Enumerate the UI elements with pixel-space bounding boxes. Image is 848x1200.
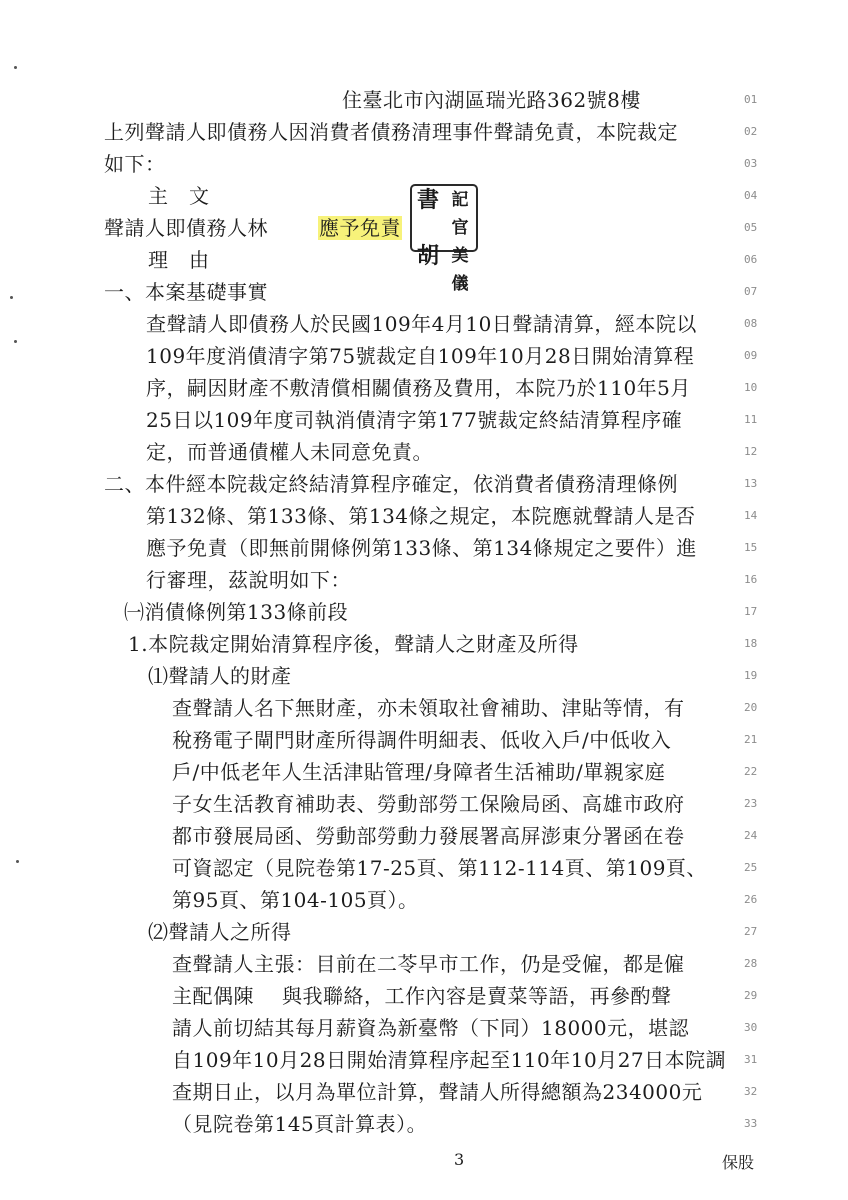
paragraph-line: 行審理，茲說明如下： xyxy=(146,568,351,592)
section-heading-main-text: 主 文 xyxy=(148,184,210,208)
seal-char: 記官 xyxy=(451,190,469,238)
employer-prefix: 主配偶陳 xyxy=(172,984,254,1008)
intro-line: 上列聲請人即債務人因消費者債務清理事件聲請免責，本院裁定 xyxy=(104,120,678,144)
seal-char: 胡 xyxy=(416,243,439,269)
line-number: 14 xyxy=(744,509,758,522)
sub-item-heading: ⑴聲請人的財產 xyxy=(148,664,292,688)
address-line: 住臺北市內湖區瑞光路362號8樓 xyxy=(342,88,641,112)
section-two-line: 二、本件經本院裁定終結清算程序確定，依消費者債務清理條例 xyxy=(104,472,678,496)
seal-char: 美儀 xyxy=(451,246,469,294)
paragraph-line: 109年度消債清字第75號裁定自109年10月28日開始清算程 xyxy=(146,344,695,368)
paragraph-line: 可資認定（見院卷第17-25頁、第112-114頁、第109頁、 xyxy=(172,856,707,880)
paragraph-line: 第95頁、第104-105頁）。 xyxy=(172,888,419,912)
line-number: 32 xyxy=(744,1085,758,1098)
line-number: 30 xyxy=(744,1021,758,1034)
line-number: 28 xyxy=(744,957,758,970)
line-number: 29 xyxy=(744,989,758,1002)
line-number: 18 xyxy=(744,637,758,650)
paragraph-line: 都市發展局函、勞動部勞動力發展署高屏澎東分署函在卷 xyxy=(172,824,685,848)
subsection-heading: ㈠消債條例第133條前段 xyxy=(124,600,349,624)
line-number: 27 xyxy=(744,925,758,938)
intro-line-cont: 如下： xyxy=(104,152,166,176)
line-number: 13 xyxy=(744,477,758,490)
paragraph-line: 查期日止，以月為單位計算，聲請人所得總額為234000元 xyxy=(172,1080,703,1104)
paragraph-line: 查聲請人主張：目前在二苓早市工作，仍是受僱，都是僱 xyxy=(172,952,685,976)
paragraph-line: 定，而普通債權人未同意免責。 xyxy=(146,440,433,464)
line-number: 20 xyxy=(744,701,758,714)
paragraph-line: （見院卷第145頁計算表）。 xyxy=(172,1112,428,1136)
paragraph-line: 查聲請人即債務人於民國109年4月10日聲請清算，經本院以 xyxy=(146,312,697,336)
paragraph-line: 自109年10月28日開始清算程序起至110年10月27日本院調 xyxy=(172,1048,727,1072)
line-number: 33 xyxy=(744,1117,758,1130)
line-number: 10 xyxy=(744,381,758,394)
paragraph-line: 應予免責（即無前開條例第133條、第134條規定之要件）進 xyxy=(146,536,697,560)
paragraph-line: 子女生活教育補助表、勞動部勞工保險局函、高雄市政府 xyxy=(172,792,685,816)
sub-item-heading: ⑵聲請人之所得 xyxy=(148,920,292,944)
line-number: 09 xyxy=(744,349,758,362)
paragraph-line xyxy=(172,982,672,1010)
seal-char: 書 xyxy=(416,187,439,213)
paragraph-line: 第132條、第133條、第134條之規定，本院應就聲請人是否 xyxy=(146,504,696,528)
section-one-heading: 一、本案基礎事實 xyxy=(104,280,268,304)
clerk-seal-stamp xyxy=(410,184,478,294)
line-number: 24 xyxy=(744,829,758,842)
paragraph-line: 戶/中低老年人生活津貼管理/身障者生活補助/單親家庭 xyxy=(172,760,666,784)
paragraph-line: 稅務電子閘門財產所得調件明細表、低收入戶/中低收入 xyxy=(172,728,672,752)
paragraph-line: 25日以109年度司執消債清字第177號裁定終結清算程序確 xyxy=(146,408,683,432)
paragraph-line: 查聲請人名下無財產，亦未領取社會補助、津貼等情，有 xyxy=(172,696,685,720)
section-heading-reasons: 理 由 xyxy=(148,248,210,272)
page-number: 3 xyxy=(454,1150,465,1169)
paragraph-line: 序，嗣因財產不敷清償相關債務及費用，本院乃於110年5月 xyxy=(146,376,691,400)
line-number: 03 xyxy=(744,157,758,170)
line-number: 19 xyxy=(744,669,758,682)
ruling-subject: 聲請人即債務人林 xyxy=(104,216,268,240)
line-number: 15 xyxy=(744,541,758,554)
line-number: 25 xyxy=(744,861,758,874)
line-number: 23 xyxy=(744,797,758,810)
ruling-highlight: 應予免責 xyxy=(319,216,401,240)
employer-rest: 與我聯絡，工作內容是賣菜等語，再參酌聲 xyxy=(282,984,672,1008)
line-number: 07 xyxy=(744,285,758,298)
line-number: 11 xyxy=(744,413,758,426)
item-heading: 1.本院裁定開始清算程序後，聲請人之財產及所得 xyxy=(128,632,579,656)
line-number: 31 xyxy=(744,1053,758,1066)
ruling-line xyxy=(104,214,402,242)
line-number: 08 xyxy=(744,317,758,330)
line-number: 21 xyxy=(744,733,758,746)
line-number: 05 xyxy=(744,221,758,234)
line-number: 22 xyxy=(744,765,758,778)
line-number: 01 xyxy=(744,93,758,106)
line-number: 04 xyxy=(744,189,758,202)
division-tag: 保股 xyxy=(722,1153,755,1172)
paragraph-line: 請人前切結其每月薪資為新臺幣（下同）18000元，堪認 xyxy=(172,1016,690,1040)
line-number: 02 xyxy=(744,125,758,138)
line-number: 17 xyxy=(744,605,758,618)
line-number: 12 xyxy=(744,445,758,458)
line-number: 26 xyxy=(744,893,758,906)
line-number: 06 xyxy=(744,253,758,266)
line-number: 16 xyxy=(744,573,758,586)
